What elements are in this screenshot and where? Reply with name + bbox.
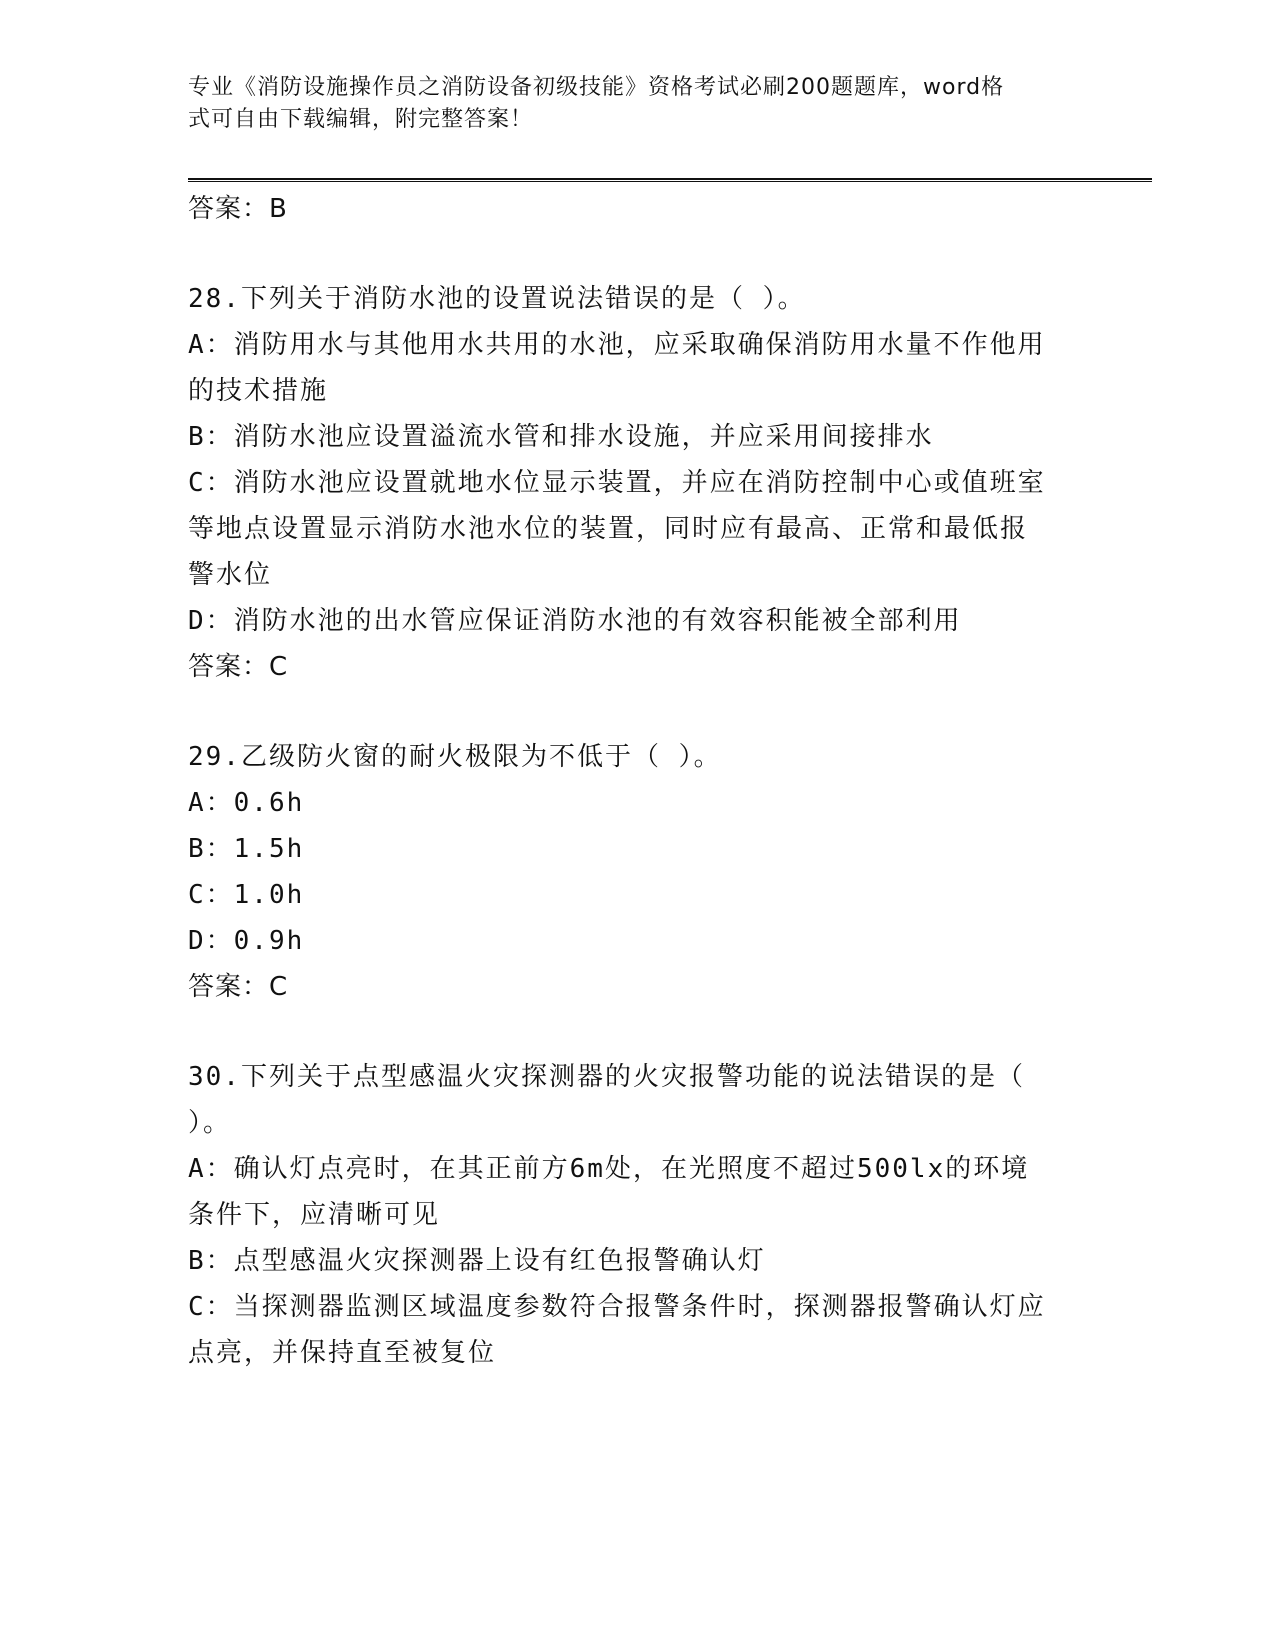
option-line: A：0.6h xyxy=(188,788,305,818)
spacer xyxy=(188,690,1088,734)
question-28 xyxy=(188,276,1088,690)
question-stem: 28.下列关于消防水池的设置说法错误的是（ ）。 xyxy=(188,284,806,314)
header-line-1: 专业《消防设施操作员之消防设备初级技能》资格考试必刷200题题库，word格 xyxy=(188,75,1005,100)
previous-answer: 答案：B xyxy=(188,194,288,224)
question-stem: 30.下列关于点型感温火灾探测器的火灾报警功能的说法错误的是（ xyxy=(188,1062,1025,1092)
option-line: 的技术措施 xyxy=(188,376,329,406)
option-line: B：点型感温火灾探测器上设有红色报警确认灯 xyxy=(188,1246,766,1276)
option-line: D：0.9h xyxy=(188,926,305,956)
spacer xyxy=(188,1010,1088,1054)
option-line: B：1.5h xyxy=(188,834,305,864)
option-line: 点亮，并保持直至被复位 xyxy=(188,1338,497,1368)
answer-line: 答案：C xyxy=(188,652,289,682)
option-line: C：消防水池应设置就地水位显示装置，并应在消防控制中心或值班室 xyxy=(188,468,1046,498)
option-line: C：当探测器监测区域温度参数符合报警条件时，探测器报警确认灯应 xyxy=(188,1292,1046,1322)
option-line: C：1.0h xyxy=(188,880,305,910)
question-stem: 29.乙级防火窗的耐火极限为不低于（ ）。 xyxy=(188,742,722,772)
option-line: 警水位 xyxy=(188,560,273,590)
option-line: D：消防水池的出水管应保证消防水池的有效容积能被全部利用 xyxy=(188,606,962,636)
header-line-2: 式可自由下载编辑，附完整答案！ xyxy=(188,107,534,132)
option-line: A：确认灯点亮时，在其正前方6m处，在光照度不超过500lx的环境 xyxy=(188,1154,1030,1184)
question-29 xyxy=(188,734,1088,1010)
option-line: B：消防水池应设置溢流水管和排水设施，并应采用间接排水 xyxy=(188,422,934,452)
spacer xyxy=(188,232,1088,276)
document-body xyxy=(188,186,1088,1376)
option-line: 等地点设置显示消防水池水位的装置，同时应有最高、正常和最低报 xyxy=(188,514,1029,544)
question-stem-continued: ）。 xyxy=(188,1108,232,1138)
option-line: A：消防用水与其他用水共用的水池，应采取确保消防用水量不作他用 xyxy=(188,330,1046,360)
header-divider xyxy=(188,178,1152,182)
answer-line: 答案：C xyxy=(188,972,289,1002)
page-header xyxy=(188,72,1068,136)
question-30 xyxy=(188,1054,1088,1376)
option-line: 条件下，应清晰可见 xyxy=(188,1200,441,1230)
